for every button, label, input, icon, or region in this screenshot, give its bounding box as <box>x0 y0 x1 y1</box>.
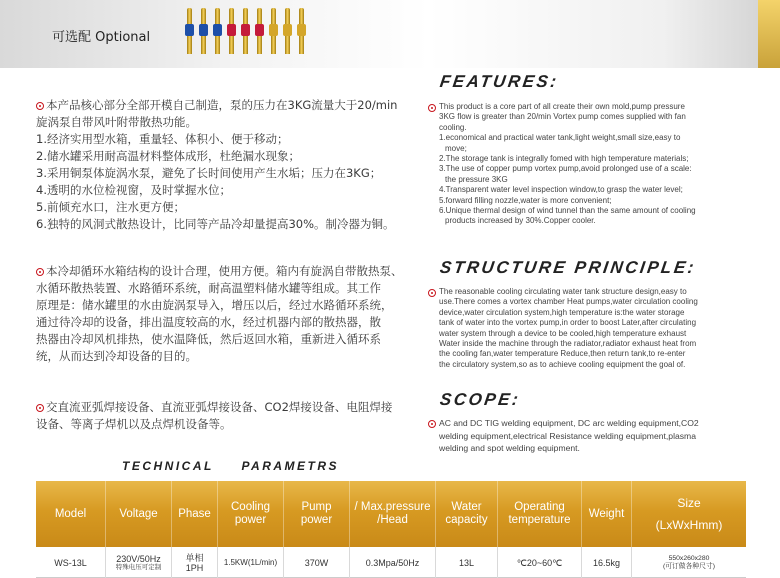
fitting-icon <box>227 8 236 54</box>
fitting-icon <box>297 8 306 54</box>
scope-cn-line: 交直流亚弧焊接设备、直流亚弧焊接设备、CO2焊接设备、电阻焊接 <box>46 400 393 414</box>
features-cn-line: 2.储水罐采用耐高温材料整体成形，杜绝漏水现象； <box>36 149 300 163</box>
features-en-line: 4.Transparent water level inspection window,to grasp the water level; <box>439 185 683 195</box>
features-cn-line: 1.经济实用型水箱，重量轻、体积小、便于移动； <box>36 132 289 146</box>
cell-size-main: 550x260x280 <box>668 554 710 562</box>
structure-en-line: the circulatory system,so as to achieve cooling equipment the goal of. <box>439 359 686 369</box>
features-heading: FEATURES: <box>438 72 560 91</box>
cell-capacity: 13L <box>436 547 498 578</box>
tech-table <box>36 481 746 578</box>
structure-en-line: the cooling fan,water temperature Reduce,then return tank,to re-enter <box>439 349 686 359</box>
col-header-pressure: / Max.pressure /Head <box>350 481 436 547</box>
fitting-icon <box>269 8 278 54</box>
structure-cn-line: 通过待冷却的设备，排出温度较高的水，经过机器内部的散热器，散 <box>36 315 381 329</box>
cell-size-sub: (可订做各种尺寸) <box>662 562 716 570</box>
features-cn-line: 4.透明的水位检视窗，及时掌握水位； <box>36 183 231 197</box>
fitting-icon <box>241 8 250 54</box>
banner-title: 可选配 Optional <box>52 30 151 45</box>
features-cn-text <box>36 97 416 233</box>
features-cn-line: 5.前倾充水口，注水更方便； <box>36 200 185 214</box>
structure-en-line: Water inside the machine through the radiator,radiator exhaust heat from <box>439 339 697 349</box>
features-cn-line: 旋涡泵自带风叶附带散热功能。 <box>36 115 197 129</box>
cell-cooling: 1.5KW(1L/min) <box>218 547 284 578</box>
col-header-temp: Operating temperature <box>498 481 582 547</box>
structure-en-line: tank of water into the vortex pump,in order to boost Later,after circulating <box>439 318 697 328</box>
structure-heading: STRUCTURE PRINCIPLE: <box>438 258 698 277</box>
structure-cn-line: 原理是：储水罐里的水由旋涡泵导入，增压以后，经过水路循环系统， <box>36 298 393 312</box>
table-row <box>36 547 746 578</box>
scope-en-line: welding equipment,electrical Resistance welding equipment,plasma <box>439 430 696 441</box>
cell-model: WS-13L <box>36 547 106 578</box>
cell-voltage <box>106 547 172 578</box>
features-en-line: 3KG flow is greater than 20/min Vortex pump comes supplied with fan <box>439 112 686 122</box>
features-en-text <box>439 102 774 227</box>
structure-en-line: water system through a device to be cooled,high temperature exhaust <box>439 328 687 338</box>
structure-en-line: The reasonable cooling circulating water tank structure design,easy to <box>439 287 687 296</box>
features-en-line: 3.The use of copper pump vortex pump,avoid prolonged use of a scale: <box>439 164 692 174</box>
features-en-line: the pressure 3KG <box>445 174 508 184</box>
cell-pump: 370W <box>284 547 350 578</box>
bullet-icon <box>428 420 436 428</box>
scope-cn-text <box>36 399 416 433</box>
cell-phase <box>172 547 218 578</box>
structure-cn-text <box>36 263 416 365</box>
features-cn-line: 3.采用铜泵体旋涡水泵，避免了长时间使用产生水垢；压力在3KG； <box>36 166 382 180</box>
structure-en-line: device,water circulation system,high temperature is:the water storage <box>439 307 685 317</box>
features-en-line: products increased by 30%.Copper cooler. <box>445 216 596 226</box>
structure-cn-line: 水循环散热装置、水路循环系统，耐高温塑料储水罐等组成。其工作 <box>36 281 381 295</box>
scope-en-line: AC and DC TIG welding equipment, DC arc welding equipment,CO2 <box>439 418 699 428</box>
cell-phase-cn: 单相 <box>185 552 204 563</box>
scope-heading: SCOPE: <box>438 390 522 409</box>
structure-en-text <box>439 287 774 370</box>
fitting-icon <box>213 8 222 54</box>
cell-voltage-main: 230V/50Hz <box>116 553 161 564</box>
fitting-icon <box>199 8 208 54</box>
fitting-icon <box>283 8 292 54</box>
cell-phase-en: 1PH <box>185 562 204 573</box>
structure-cn-line: 热器由冷却风机排热，使水温降低，然后返回水箱，重新进入循环系 <box>36 332 381 346</box>
fittings-image <box>185 8 306 54</box>
table-header-row <box>36 481 746 547</box>
features-cn-line: 6.独特的风洞式散热设计，比同等产品冷却量提高30%。制冷器为铜。 <box>36 217 395 231</box>
cell-temp: ℃20~60℃ <box>498 547 582 578</box>
col-header-cooling: Cooling power <box>218 481 284 547</box>
scope-cn-line: 设备、等离子焊机以及点焊机设备等。 <box>36 417 232 431</box>
banner-accent <box>758 0 780 68</box>
features-en-line: 5.forward filling nozzle,water is more convenient; <box>439 195 612 205</box>
col-header-voltage: Voltage <box>106 481 172 547</box>
col-header-size: Size (LxWxHmm) <box>655 496 723 532</box>
col-header-capacity: Water capacity <box>436 481 498 547</box>
features-en-line: 6.Unique thermal design of wind tunnel than the same amount of cooling <box>439 206 696 216</box>
structure-en-line: use.There comes a vortex chamber Heat pumps,water circulation cooling <box>439 297 698 307</box>
bullet-icon <box>428 104 436 112</box>
tech-heading: TECHNICAL PARAMETRS <box>122 459 340 473</box>
features-en-line: cooling. <box>439 122 467 132</box>
cell-weight: 16.5kg <box>582 547 632 578</box>
features-en-line: 2.The storage tank is integrally fomed with high temperature materials; <box>439 154 689 164</box>
bullet-icon <box>428 289 436 297</box>
features-en-line: This product is a core part of all create their own mold,pump pressure <box>439 102 685 111</box>
features-cn-line: 本产品核心部分全部开模自己制造，泵的压力在3KG流量大于20/min <box>46 98 398 112</box>
cell-voltage-sub: 特殊电压可定制 <box>115 563 162 571</box>
col-header-phase: Phase <box>172 481 218 547</box>
scope-en-line: welding and spot welding equipment. <box>439 443 580 453</box>
optional-banner <box>0 0 780 68</box>
fitting-icon <box>255 8 264 54</box>
structure-cn-line: 本冷却循环水箱结构的设计合理，使用方便。箱内有旋涡自带散热泵、 <box>46 264 403 278</box>
cell-size <box>632 547 746 578</box>
col-header-model: Model <box>36 481 106 547</box>
cell-pressure: 0.3Mpa/50Hz <box>350 547 436 578</box>
col-header-pump: Pump power <box>284 481 350 547</box>
scope-en-text <box>439 417 774 455</box>
features-en-line: 1.economical and practical water tank,light weight,small size,easy to <box>439 133 681 143</box>
col-header-weight: Weight <box>582 481 632 547</box>
structure-cn-line: 统，从而达到冷却设备的目的。 <box>36 349 197 363</box>
fitting-icon <box>185 8 194 54</box>
features-en-line: move; <box>445 143 467 153</box>
